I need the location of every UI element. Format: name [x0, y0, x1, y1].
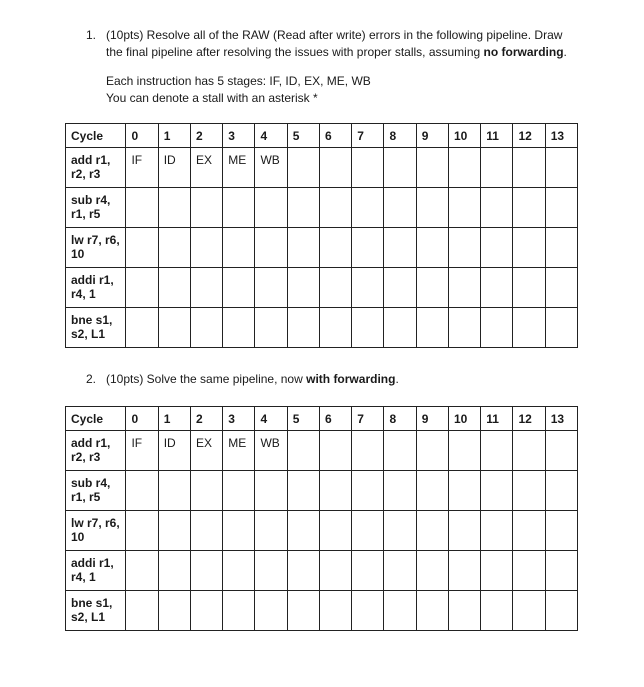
- stage-cell[interactable]: [319, 511, 351, 551]
- stage-cell[interactable]: [481, 431, 513, 471]
- cycle-number: 9: [416, 407, 448, 431]
- cycle-number: 0: [126, 407, 158, 431]
- stage-cell[interactable]: [319, 148, 351, 188]
- stage-cell[interactable]: [158, 228, 190, 268]
- stage-cell[interactable]: [319, 551, 351, 591]
- instruction-line-2: r2, r3: [71, 450, 101, 464]
- instruction-line-2: r1, r5: [71, 207, 101, 221]
- instruction-line-1: sub r4,: [71, 476, 111, 490]
- stage-cell[interactable]: [545, 551, 577, 591]
- instruction-row: [66, 308, 578, 348]
- stage-cell[interactable]: [287, 148, 319, 188]
- stage-cell[interactable]: [384, 471, 416, 511]
- stage-cell[interactable]: [255, 591, 287, 631]
- stage-cell[interactable]: [448, 471, 480, 511]
- stage-cell[interactable]: [384, 188, 416, 228]
- stage-cell[interactable]: [287, 268, 319, 308]
- cycle-number: 0: [126, 124, 158, 148]
- stage-cell[interactable]: [416, 268, 448, 308]
- cycle-number: 7: [352, 407, 384, 431]
- stage-cell[interactable]: [416, 188, 448, 228]
- stage-cell[interactable]: [223, 188, 255, 228]
- instruction-line-1: bne s1,: [71, 313, 113, 327]
- stage-cell[interactable]: [158, 511, 190, 551]
- stage-cell[interactable]: [448, 431, 480, 471]
- stage-cell[interactable]: [190, 591, 222, 631]
- stage-cell[interactable]: [416, 308, 448, 348]
- stage-cell[interactable]: [416, 148, 448, 188]
- cycle-number: 11: [481, 124, 513, 148]
- instruction-line-2: s2, L1: [71, 327, 106, 341]
- question-2: [86, 371, 566, 388]
- stage-cell[interactable]: [352, 228, 384, 268]
- question-2-text-bold: with forwarding: [306, 372, 396, 386]
- instruction-line-1: lw r7, r6,: [71, 516, 120, 530]
- stage-cell[interactable]: [158, 268, 190, 308]
- instruction-line-1: sub r4,: [71, 193, 111, 207]
- cycle-number: 10: [448, 407, 480, 431]
- stage-cell[interactable]: ME: [223, 431, 255, 471]
- stage-cell[interactable]: [223, 471, 255, 511]
- instruction-line-1: add r1,: [71, 436, 111, 450]
- stage-cell[interactable]: [126, 551, 158, 591]
- stage-cell[interactable]: [352, 268, 384, 308]
- question-1-text-plain: (10pts) Resolve all of the RAW (Read after write) errors in the following pipeline. Draw the final pipeline after resolving the issues with proper stalls, assuming: [106, 28, 563, 59]
- question-2-text: [106, 371, 556, 388]
- stage-cell[interactable]: [190, 188, 222, 228]
- instruction-row: [66, 471, 578, 511]
- pipeline-table-1: [65, 123, 578, 348]
- stage-cell[interactable]: [513, 471, 545, 511]
- instruction-line-2: r2, r3: [71, 167, 101, 181]
- instruction-row: [66, 228, 578, 268]
- stage-cell[interactable]: [448, 268, 480, 308]
- stage-cell[interactable]: [481, 308, 513, 348]
- stage-cell[interactable]: [416, 591, 448, 631]
- stage-cell[interactable]: IF: [126, 148, 158, 188]
- stage-cell[interactable]: [448, 308, 480, 348]
- stage-cell[interactable]: [384, 148, 416, 188]
- instruction-line-1: lw r7, r6,: [71, 233, 120, 247]
- question-1-text-bold: no forwarding: [483, 45, 564, 59]
- stage-cell[interactable]: [319, 228, 351, 268]
- stage-cell[interactable]: [158, 591, 190, 631]
- stage-cell[interactable]: [190, 308, 222, 348]
- stage-cell[interactable]: [416, 551, 448, 591]
- stage-cell[interactable]: [287, 551, 319, 591]
- cycle-number: 7: [352, 124, 384, 148]
- cycle-number: 13: [545, 124, 577, 148]
- cycle-number: 4: [255, 407, 287, 431]
- stage-cell[interactable]: WB: [255, 431, 287, 471]
- stage-cell[interactable]: [158, 188, 190, 228]
- question-2-text-plain: (10pts) Solve the same pipeline, now: [106, 372, 307, 386]
- instruction-row: [66, 511, 578, 551]
- instruction-line-2: 10: [71, 247, 85, 261]
- stage-cell[interactable]: [126, 471, 158, 511]
- stage-cell[interactable]: [481, 268, 513, 308]
- instruction-label: [66, 471, 126, 511]
- stage-cell[interactable]: [223, 511, 255, 551]
- instruction-label: [66, 308, 126, 348]
- stage-cell[interactable]: [416, 471, 448, 511]
- cycle-number: 1: [158, 407, 190, 431]
- instruction-label: [66, 268, 126, 308]
- stage-cell[interactable]: [255, 268, 287, 308]
- stage-cell[interactable]: [126, 188, 158, 228]
- stage-cell[interactable]: [384, 308, 416, 348]
- stage-cell[interactable]: [126, 228, 158, 268]
- header-row: [66, 124, 578, 148]
- cycle-number: 12: [513, 124, 545, 148]
- question-1-number: 1.: [86, 28, 97, 42]
- stage-cell[interactable]: [384, 268, 416, 308]
- instruction-line-1: bne s1,: [71, 596, 113, 610]
- stage-cell[interactable]: [287, 228, 319, 268]
- stage-cell[interactable]: [255, 551, 287, 591]
- cycle-number: 11: [481, 407, 513, 431]
- instruction-label: [66, 431, 126, 471]
- stage-cell[interactable]: [545, 188, 577, 228]
- stage-cell[interactable]: ID: [158, 431, 190, 471]
- stage-cell[interactable]: [352, 148, 384, 188]
- stage-cell[interactable]: [513, 511, 545, 551]
- stage-cell[interactable]: [352, 591, 384, 631]
- stage-cell[interactable]: [255, 188, 287, 228]
- stage-cell[interactable]: [287, 188, 319, 228]
- stage-cell[interactable]: [545, 471, 577, 511]
- stage-cell[interactable]: [158, 471, 190, 511]
- instruction-line-2: r4, 1: [71, 570, 96, 584]
- stage-cell[interactable]: [126, 511, 158, 551]
- question-1: [86, 27, 586, 61]
- question-1-text: [106, 27, 576, 61]
- stage-cell[interactable]: [319, 268, 351, 308]
- stage-cell[interactable]: [352, 431, 384, 471]
- cycle-number: 9: [416, 124, 448, 148]
- stage-cell[interactable]: [545, 591, 577, 631]
- stage-cell[interactable]: [416, 228, 448, 268]
- instruction-row: [66, 148, 578, 188]
- stage-cell[interactable]: [545, 148, 577, 188]
- stage-cell[interactable]: [158, 308, 190, 348]
- stage-cell[interactable]: [448, 148, 480, 188]
- instruction-line-2: r1, r5: [71, 490, 101, 504]
- cycle-number: 4: [255, 124, 287, 148]
- instruction-label: [66, 188, 126, 228]
- cycle-number: 3: [223, 407, 255, 431]
- stage-cell[interactable]: [513, 308, 545, 348]
- instruction-line-2: 10: [71, 530, 85, 544]
- cycle-number: 2: [190, 407, 222, 431]
- stage-cell[interactable]: [384, 228, 416, 268]
- stage-cell[interactable]: [513, 188, 545, 228]
- instruction-line-1: addi r1,: [71, 556, 114, 570]
- stage-cell[interactable]: [513, 551, 545, 591]
- stage-cell[interactable]: [513, 228, 545, 268]
- stage-cell[interactable]: WB: [255, 148, 287, 188]
- stage-cell[interactable]: [255, 228, 287, 268]
- note-stages: Each instruction has 5 stages: IF, ID, EX, ME, WB: [106, 74, 371, 88]
- stage-cell[interactable]: [319, 308, 351, 348]
- stage-cell[interactable]: [319, 471, 351, 511]
- stage-cell[interactable]: [352, 471, 384, 511]
- stage-cell[interactable]: [319, 188, 351, 228]
- stage-cell[interactable]: EX: [190, 148, 222, 188]
- stage-cell[interactable]: [352, 308, 384, 348]
- stage-cell[interactable]: [190, 268, 222, 308]
- stage-cell[interactable]: [384, 511, 416, 551]
- cycle-number: 2: [190, 124, 222, 148]
- instruction-label: [66, 511, 126, 551]
- stage-cell[interactable]: [287, 471, 319, 511]
- stage-cell[interactable]: [223, 308, 255, 348]
- stage-cell[interactable]: [352, 551, 384, 591]
- note-stall: You can denote a stall with an asterisk *: [106, 91, 318, 105]
- cycle-number: 5: [287, 124, 319, 148]
- instruction-line-1: add r1,: [71, 153, 111, 167]
- stage-cell[interactable]: [481, 228, 513, 268]
- cycle-number: 6: [319, 407, 351, 431]
- stage-cell[interactable]: [481, 188, 513, 228]
- instruction-row: [66, 268, 578, 308]
- cycle-number: 6: [319, 124, 351, 148]
- stage-cell[interactable]: [481, 591, 513, 631]
- stage-cell[interactable]: [255, 308, 287, 348]
- stage-cell[interactable]: [545, 431, 577, 471]
- stage-cell[interactable]: [513, 431, 545, 471]
- stage-cell[interactable]: [481, 471, 513, 511]
- instruction-row: [66, 431, 578, 471]
- cycle-number: 12: [513, 407, 545, 431]
- stage-cell[interactable]: [545, 228, 577, 268]
- instruction-label: [66, 148, 126, 188]
- stage-cell[interactable]: [287, 308, 319, 348]
- stage-cell[interactable]: [223, 591, 255, 631]
- stage-cell[interactable]: [384, 551, 416, 591]
- stage-cell[interactable]: [223, 268, 255, 308]
- stage-cell[interactable]: [416, 431, 448, 471]
- instruction-label: [66, 551, 126, 591]
- stage-cell[interactable]: [481, 511, 513, 551]
- stage-cell[interactable]: ME: [223, 148, 255, 188]
- stage-cell[interactable]: [190, 471, 222, 511]
- stage-cell[interactable]: [287, 511, 319, 551]
- stage-cell[interactable]: [448, 551, 480, 591]
- stage-cell[interactable]: EX: [190, 431, 222, 471]
- stage-cell[interactable]: ID: [158, 148, 190, 188]
- cycle-number: 13: [545, 407, 577, 431]
- stage-cell[interactable]: [190, 511, 222, 551]
- stage-cell[interactable]: [255, 511, 287, 551]
- stage-cell[interactable]: [416, 511, 448, 551]
- stage-cell[interactable]: [319, 591, 351, 631]
- instruction-row: [66, 551, 578, 591]
- question-1-text-end: .: [563, 45, 567, 59]
- stage-cell[interactable]: [384, 431, 416, 471]
- cycle-label: Cycle: [66, 124, 126, 148]
- instruction-label: [66, 591, 126, 631]
- stage-cell[interactable]: [448, 188, 480, 228]
- stage-cell[interactable]: [223, 228, 255, 268]
- stage-cell[interactable]: [448, 228, 480, 268]
- stage-cell[interactable]: [255, 471, 287, 511]
- stage-cell[interactable]: [287, 431, 319, 471]
- stage-cell[interactable]: [126, 591, 158, 631]
- stage-cell[interactable]: IF: [126, 431, 158, 471]
- cycle-number: 10: [448, 124, 480, 148]
- instruction-label: [66, 228, 126, 268]
- question-2-number: 2.: [86, 372, 97, 386]
- stage-cell[interactable]: [287, 591, 319, 631]
- stage-cell[interactable]: [513, 148, 545, 188]
- stage-cell[interactable]: [223, 551, 255, 591]
- stage-cell[interactable]: [448, 591, 480, 631]
- stage-cell[interactable]: [158, 551, 190, 591]
- instruction-row: [66, 591, 578, 631]
- stage-cell[interactable]: [190, 228, 222, 268]
- cycle-number: 5: [287, 407, 319, 431]
- question-2-text-end: .: [395, 372, 399, 386]
- header-row: [66, 407, 578, 431]
- stage-cell[interactable]: [384, 591, 416, 631]
- stage-cell[interactable]: [448, 511, 480, 551]
- instruction-line-2: s2, L1: [71, 610, 106, 624]
- stage-cell[interactable]: [190, 551, 222, 591]
- stage-cell[interactable]: [513, 591, 545, 631]
- cycle-number: 8: [384, 407, 416, 431]
- pipeline-table-2: [65, 406, 578, 631]
- stage-cell[interactable]: [352, 188, 384, 228]
- stage-cell[interactable]: [481, 551, 513, 591]
- cycle-number: 3: [223, 124, 255, 148]
- instruction-row: [66, 188, 578, 228]
- stage-cell[interactable]: [126, 268, 158, 308]
- instruction-line-1: addi r1,: [71, 273, 114, 287]
- stage-cell[interactable]: [545, 511, 577, 551]
- stage-cell[interactable]: [319, 431, 351, 471]
- cycle-number: 1: [158, 124, 190, 148]
- stage-cell[interactable]: [481, 148, 513, 188]
- stage-cell[interactable]: [352, 511, 384, 551]
- cycle-label: Cycle: [66, 407, 126, 431]
- cycle-number: 8: [384, 124, 416, 148]
- instruction-line-2: r4, 1: [71, 287, 96, 301]
- stage-cell[interactable]: [545, 268, 577, 308]
- stage-cell[interactable]: [513, 268, 545, 308]
- stage-cell[interactable]: [545, 308, 577, 348]
- stage-cell[interactable]: [126, 308, 158, 348]
